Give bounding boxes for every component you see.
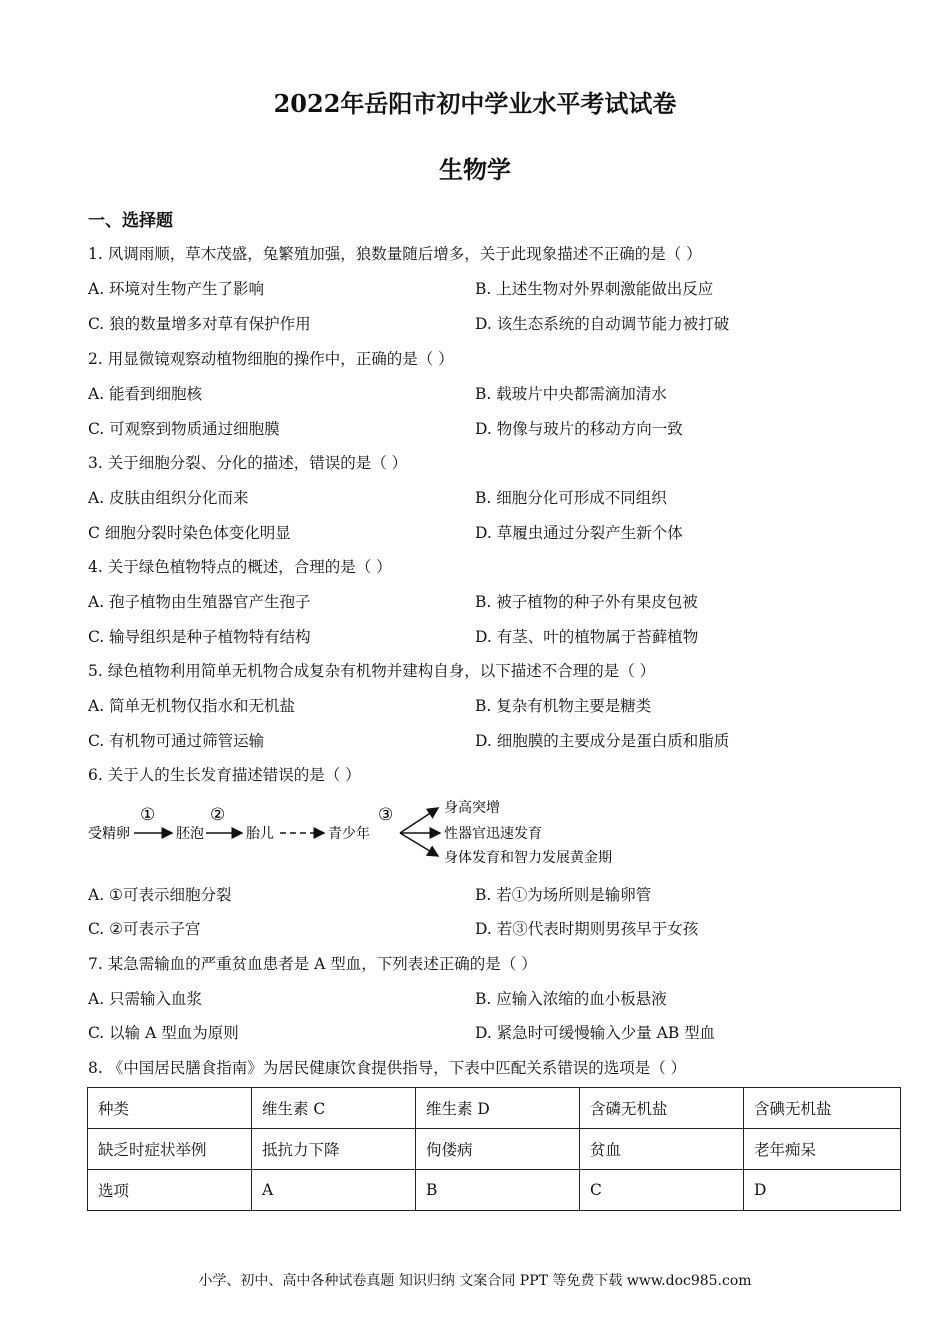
option: D. 物像与玻片的移动方向一致 bbox=[475, 420, 683, 438]
option: D. 紧急时可缓慢输入少量 AB 型血 bbox=[475, 1024, 716, 1042]
table-row bbox=[88, 1088, 901, 1129]
question-stem: 7. 某急需输血的严重贫血患者是 A 型血，下列表述正确的是（ ） bbox=[88, 955, 537, 973]
option: A. 皮肤由组织分化而来 bbox=[88, 489, 249, 507]
option: C. 有机物可通过筛管运输 bbox=[88, 732, 265, 750]
question-stem: 1. 风调雨顺，草木茂盛，兔繁殖加强，狼数量随后增多，关于此现象描述不正确的是（ ） bbox=[88, 245, 702, 263]
subject-title: 生物学 bbox=[439, 155, 511, 184]
option: B. 应输入浓缩的血小板悬液 bbox=[475, 990, 667, 1008]
option: A. 只需输入血浆 bbox=[88, 990, 203, 1008]
page-footer: 小学、初中、高中各种试卷真题 知识归纳 文案合同 PPT 等免费下载 www.doc985.com bbox=[198, 1273, 752, 1289]
option: C. 可观察到物质通过细胞膜 bbox=[88, 420, 280, 438]
option: C. 以输 A 型血为原则 bbox=[88, 1024, 239, 1042]
table-cell: 维生素 C bbox=[252, 1088, 416, 1129]
question-stem: 6. 关于人的生长发育描述错误的是（ ） bbox=[88, 766, 361, 784]
option: A. ①可表示细胞分裂 bbox=[88, 886, 232, 904]
table-cell: 缺乏时症状举例 bbox=[88, 1129, 252, 1170]
table-cell: 佝偻病 bbox=[416, 1129, 580, 1170]
option: C. ②可表示子宫 bbox=[88, 920, 201, 938]
table-cell: 贫血 bbox=[580, 1129, 744, 1170]
section-heading: 一、选择题 bbox=[88, 211, 173, 231]
table-row bbox=[88, 1129, 901, 1170]
option: A. 孢子植物由生殖器官产生孢子 bbox=[88, 593, 311, 611]
option: D. 该生态系统的自动调节能力被打破 bbox=[475, 315, 730, 333]
option: D. 草履虫通过分裂产生新个体 bbox=[475, 524, 683, 542]
option: A. 能看到细胞核 bbox=[88, 385, 203, 403]
table-cell: 老年痴呆 bbox=[744, 1129, 901, 1170]
table-cell: B bbox=[416, 1170, 580, 1211]
table-cell: D bbox=[744, 1170, 901, 1211]
diagram-node-fetus: 胎儿 bbox=[246, 826, 274, 842]
option: C. 狼的数量增多对草有保护作用 bbox=[88, 315, 311, 333]
exam-title: 2022年岳阳市初中学业水平考试试卷 bbox=[273, 89, 677, 118]
table-cell: C bbox=[580, 1170, 744, 1211]
branch-label-1: 身高突增 bbox=[444, 800, 500, 816]
branch-arrow-3 bbox=[400, 833, 438, 856]
option: B. 载玻片中央都需滴加清水 bbox=[475, 385, 667, 403]
branch-label-3: 身体发育和智力发展黄金期 bbox=[444, 850, 612, 866]
option: A. 简单无机物仅指水和无机盐 bbox=[88, 697, 296, 715]
diagram-mark-2: ② bbox=[210, 805, 226, 825]
option: D. 细胞膜的主要成分是蛋白质和脂质 bbox=[475, 732, 730, 750]
question-stem: 2. 用显微镜观察动植物细胞的操作中，正确的是（ ） bbox=[88, 350, 454, 368]
nutrition-table bbox=[87, 1087, 901, 1211]
question-stem: 4. 关于绿色植物特点的概述，合理的是（ ） bbox=[88, 558, 392, 576]
option: B. 复杂有机物主要是糖类 bbox=[475, 697, 652, 715]
table-cell: 抵抗力下降 bbox=[252, 1129, 416, 1170]
option: B. 若①为场所则是输卵管 bbox=[475, 886, 652, 904]
branch-label-2: 性器官迅速发育 bbox=[444, 826, 542, 842]
diagram-mark-1: ① bbox=[140, 805, 156, 825]
diagram-node-blastocyst: 胚泡 bbox=[176, 826, 204, 842]
question-stem: 5. 绿色植物利用简单无机物合成复杂有机物并建构自身，以下描述不合理的是（ ） bbox=[88, 662, 656, 680]
table-cell: 选项 bbox=[88, 1170, 252, 1211]
branch-arrow-1 bbox=[400, 808, 438, 833]
diagram-node-adolescent: 青少年 bbox=[328, 826, 370, 842]
option: B. 细胞分化可形成不同组织 bbox=[475, 489, 667, 507]
table-cell: 含碘无机盐 bbox=[744, 1088, 901, 1129]
option: D. 若③代表时期则男孩早于女孩 bbox=[475, 920, 699, 938]
table-cell: 种类 bbox=[88, 1088, 252, 1129]
option: C. 输导组织是种子植物特有结构 bbox=[88, 628, 311, 646]
table-cell: 维生素 D bbox=[416, 1088, 580, 1129]
option: B. 上述生物对外界刺激能做出反应 bbox=[475, 280, 714, 298]
diagram-node-zygote: 受精卵 bbox=[88, 826, 130, 842]
growth-flow-diagram bbox=[86, 796, 626, 870]
option: D. 有茎、叶的植物属于苔藓植物 bbox=[475, 628, 699, 646]
question-stem: 8. 《中国居民膳食指南》为居民健康饮食提供指导，下表中匹配关系错误的选项是（ ） bbox=[88, 1059, 687, 1077]
question-stem: 3. 关于细胞分裂、分化的描述，错误的是（ ） bbox=[88, 454, 408, 472]
table-cell: 含磷无机盐 bbox=[580, 1088, 744, 1129]
option: A. 环境对生物产生了影响 bbox=[88, 280, 265, 298]
option: C 细胞分裂时染色体变化明显 bbox=[88, 524, 291, 542]
diagram-mark-3: ③ bbox=[378, 805, 394, 825]
table-row bbox=[88, 1170, 901, 1211]
table-cell: A bbox=[252, 1170, 416, 1211]
option: B. 被子植物的种子外有果皮包被 bbox=[475, 593, 698, 611]
